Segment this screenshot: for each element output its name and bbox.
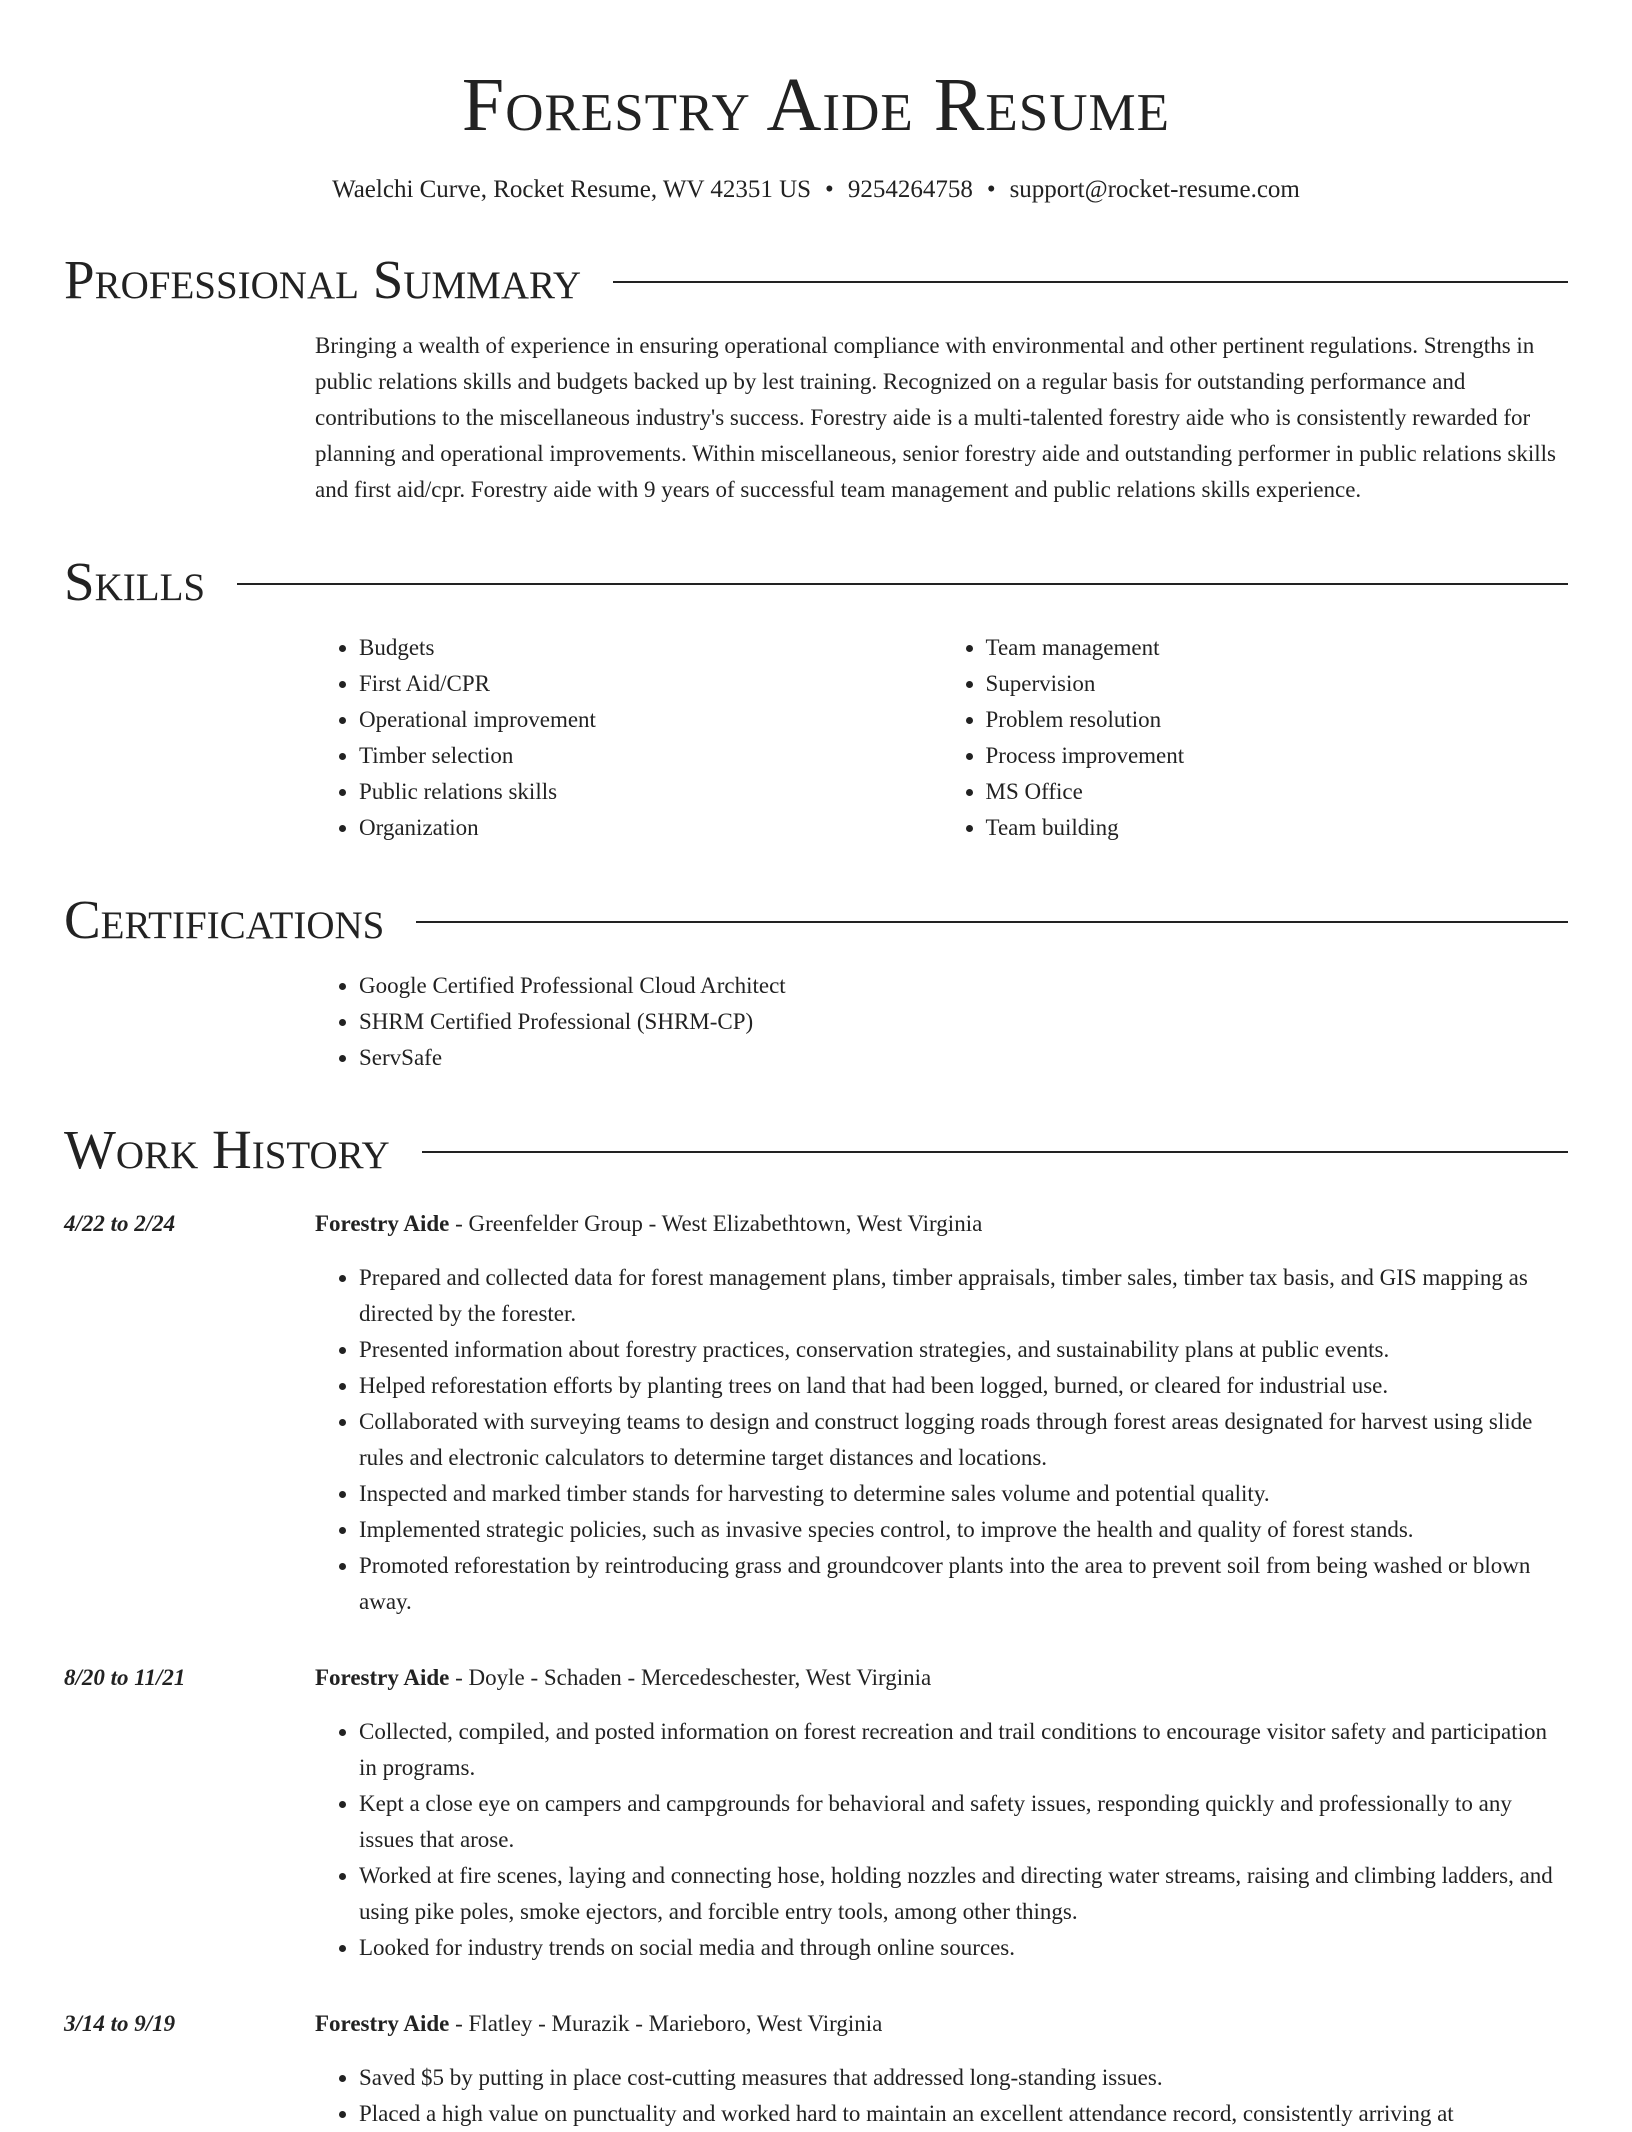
skill-item: • Organization [359, 810, 942, 846]
job-bullet: • Implemented strategic policies, such as invasive species control, to improve the health and quality of forest stands. [359, 1512, 1568, 1548]
job-bullet: • Helped reforestation efforts by planting trees on land that had been logged, burned, or cleared for industrial use. [359, 1368, 1568, 1404]
certification-item: • ServSafe [359, 1040, 1568, 1076]
job-bullet: • Kept a close eye on campers and campgrounds for behavioral and safety issues, responding quickly and professionally to any issues that arose. [359, 1786, 1568, 1858]
summary-text: Bringing a wealth of experience in ensuring operational compliance with environmental and other pertinent regulations. Strengths in public relations skills and budgets backed up by lest training. Recognized on a regular basis for outstanding performance and contributions to the miscellaneous industry's success. Forestry aide is a multi-talented forestry aide who is consistently rewarded for planning and operational improvements. Within miscellaneous, senior forestry aide and outstanding performer in public relations skills and first aid/cpr. Forestry aide with 9 years of successful team management and public relations skills experience. [315, 333, 1557, 502]
skill-item: • Operational improvement [359, 702, 942, 738]
resume-page [64, 0, 1568, 2132]
job-bullet: • Looked for industry trends on social media and through online sources. [359, 1930, 1568, 1966]
job-bullet: • Placed a high value on punctuality and worked hard to maintain an excellent attendance record, consistently arriving at [359, 2096, 1568, 2132]
summary-heading: Professional Summary [64, 249, 582, 310]
job-bullet: • Collaborated with surveying teams to design and construct logging roads through forest areas designated for harvest using slide rules and electronic calculators to determine target distances and locations. [359, 1404, 1568, 1476]
skill-item: • Process improvement [986, 738, 1569, 774]
job-header [315, 1206, 1568, 1242]
contact-separator: • [825, 176, 834, 203]
job-content [315, 1660, 1568, 1966]
job-bullets [315, 1714, 1568, 1966]
job-entry [64, 1660, 1568, 1966]
summary-section-header [64, 250, 1568, 310]
skill-item: • Team management [986, 630, 1569, 666]
skill-item: • Public relations skills [359, 774, 942, 810]
skill-item: • Timber selection [359, 738, 942, 774]
section-divider [422, 1151, 1568, 1153]
job-role: Forestry Aide [315, 1665, 450, 1690]
job-content [315, 2006, 1568, 2132]
section-divider [237, 583, 1568, 585]
skills-list [315, 630, 1568, 846]
work-history-heading: Work History [64, 1119, 390, 1180]
certifications-list [315, 968, 1568, 1076]
certifications-items [315, 968, 1568, 1076]
job-bullet: • Inspected and marked timber stands for harvesting to determine sales volume and potential quality. [359, 1476, 1568, 1512]
certification-item: • SHRM Certified Professional (SHRM-CP) [359, 1004, 1568, 1040]
job-dates: 8/20 to 11/21 [64, 1665, 186, 1690]
job-bullet: • Prepared and collected data for forest management plans, timber appraisals, timber sales, timber tax basis, and GIS mapping as directed by the forester. [359, 1260, 1568, 1332]
skills-column-right [942, 630, 1569, 846]
job-bullet: • Worked at fire scenes, laying and connecting hose, holding nozzles and directing water streams, raising and climbing ladders, and using pike poles, smoke ejectors, and forcible entry tools, among other things. [359, 1858, 1568, 1930]
contact-email: support@rocket-resume.com [1009, 176, 1300, 203]
job-company-location: - Flatley - Murazik - Marieboro, West Virginia [449, 2011, 883, 2036]
job-role: Forestry Aide [315, 1211, 450, 1236]
skill-item: • First Aid/CPR [359, 666, 942, 702]
job-bullet: • Presented information about forestry practices, conservation strategies, and sustainability plans at public events. [359, 1332, 1568, 1368]
job-bullet: • Promoted reforestation by reintroducing grass and groundcover plants into the area to prevent soil from being washed or blown away. [359, 1548, 1568, 1620]
job-entry [64, 2006, 1568, 2132]
skill-item: • Team building [986, 810, 1569, 846]
resume-title: Forestry Aide Resume [461, 63, 1171, 147]
job-company-location: - Greenfelder Group - West Elizabethtown, West Virginia [449, 1211, 983, 1236]
job-role: Forestry Aide [315, 2011, 450, 2036]
job-bullet: • Collected, compiled, and posted information on forest recreation and trail conditions to encourage visitor safety and participation in programs. [359, 1714, 1568, 1786]
certifications-section-header [64, 890, 1568, 950]
section-divider [416, 921, 1568, 923]
contact-line [64, 174, 1568, 206]
job-header [315, 2006, 1568, 2042]
certification-item: • Google Certified Professional Cloud Architect [359, 968, 1568, 1004]
job-bullets [315, 2060, 1568, 2132]
section-divider [613, 281, 1568, 283]
skill-item: • Budgets [359, 630, 942, 666]
skills-heading: Skills [64, 551, 206, 612]
skill-item: • Supervision [986, 666, 1569, 702]
skills-section-header [64, 552, 1568, 612]
job-header [315, 1660, 1568, 1696]
job-bullet: • Saved $5 by putting in place cost-cutting measures that addressed long-standing issues. [359, 2060, 1568, 2096]
job-content [315, 1206, 1568, 1620]
skill-item: • MS Office [986, 774, 1569, 810]
work-history-section-header [64, 1120, 1568, 1180]
job-company-location: - Doyle - Schaden - Mercedeschester, West Virginia [449, 1665, 932, 1690]
contact-separator: • [986, 176, 996, 203]
skill-item: • Problem resolution [986, 702, 1569, 738]
contact-address: Waelchi Curve, Rocket Resume, WV 42351 US [332, 176, 812, 203]
job-entry [64, 1206, 1568, 1620]
job-dates: 4/22 to 2/24 [64, 1211, 176, 1236]
job-dates: 3/14 to 9/19 [64, 2011, 176, 2036]
skills-column-left [315, 630, 942, 846]
job-bullets [315, 1260, 1568, 1620]
certifications-heading: Certifications [64, 889, 385, 950]
contact-phone: 9254264758 [847, 176, 973, 203]
